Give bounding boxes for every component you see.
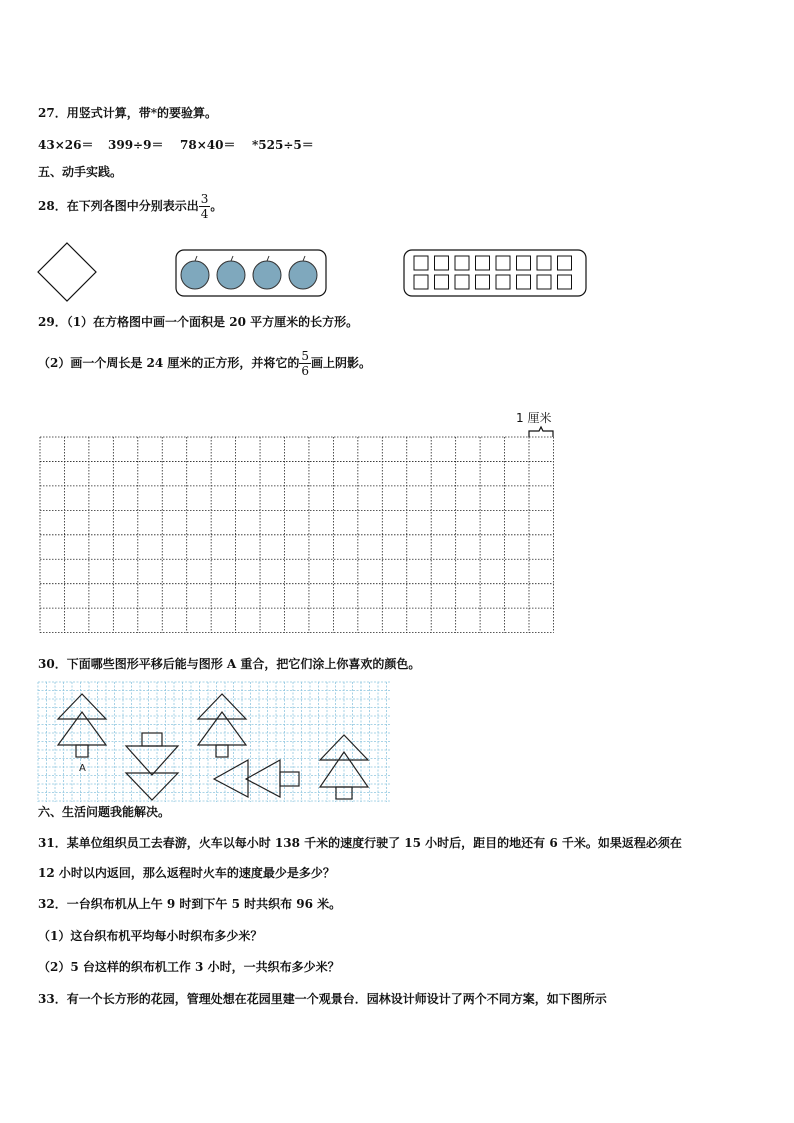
tree-a[interactable]: [58, 694, 106, 757]
q27-item: 43×26＝: [38, 138, 94, 152]
q28-fraction-denominator: 4: [200, 207, 209, 221]
tree-sideways[interactable]: [214, 760, 299, 797]
q27-item: 399÷9＝: [108, 138, 164, 152]
section-6-title: 六、生活问题我能解决。: [38, 805, 171, 819]
q29-fraction-denominator: 6: [301, 364, 310, 378]
q27-item: *525÷5＝: [252, 138, 314, 152]
q29-part1: 29．（1）在方格图中画一个面积是 20 平方厘米的长方形。: [38, 315, 359, 329]
q31-line2: 12 小时以内返回，那么返程时火车的速度最少是多少？: [38, 866, 335, 880]
tree-copy[interactable]: [198, 694, 246, 757]
scale-label: 1 厘米: [516, 411, 552, 425]
q28-suffix: 。: [210, 199, 223, 213]
q32-title: 32．一台织布机从上午 9 时到下午 5 时共织布 96 米。: [38, 897, 342, 911]
q29-part2-prefix: （2）画一个周长是 24 厘米的正方形，并将它的: [38, 356, 300, 370]
q29-fraction-numerator: 5: [301, 349, 310, 363]
q27-title: 27．用竖式计算，带*的要验算。: [38, 106, 217, 120]
section-5-title: 五、动手实践。: [38, 165, 123, 179]
q29-part2-suffix: 画上阴影。: [311, 356, 372, 370]
q30-text: 30．下面哪些图形平移后能与图形 A 重合，把它们涂上你喜欢的颜色。: [38, 657, 421, 671]
figure-a-label: A: [79, 763, 86, 774]
tree-inverted[interactable]: [126, 733, 178, 800]
q32-sub1: （1）这台织布机平均每小时织布多少米？: [38, 929, 263, 943]
q32-sub2: （2）5 台这样的织布机工作 3 小时，一共织布多少米？: [38, 960, 340, 974]
q33-text: 33．有一个长方形的花园，管理处想在花园里建一个观景台．园林设计师设计了两个不同方案，如下图所示: [38, 992, 607, 1006]
q28-prefix: 28．在下列各图中分别表示出: [38, 199, 199, 213]
q27-item: 78×40＝: [180, 138, 236, 152]
q31-line1: 31．某单位组织员工去春游，火车以每小时 138 千米的速度行驶了 15 小时后，距目的地还有 6 千米。如果返程必须在: [38, 836, 682, 850]
q28-fraction-numerator: 3: [200, 192, 209, 206]
